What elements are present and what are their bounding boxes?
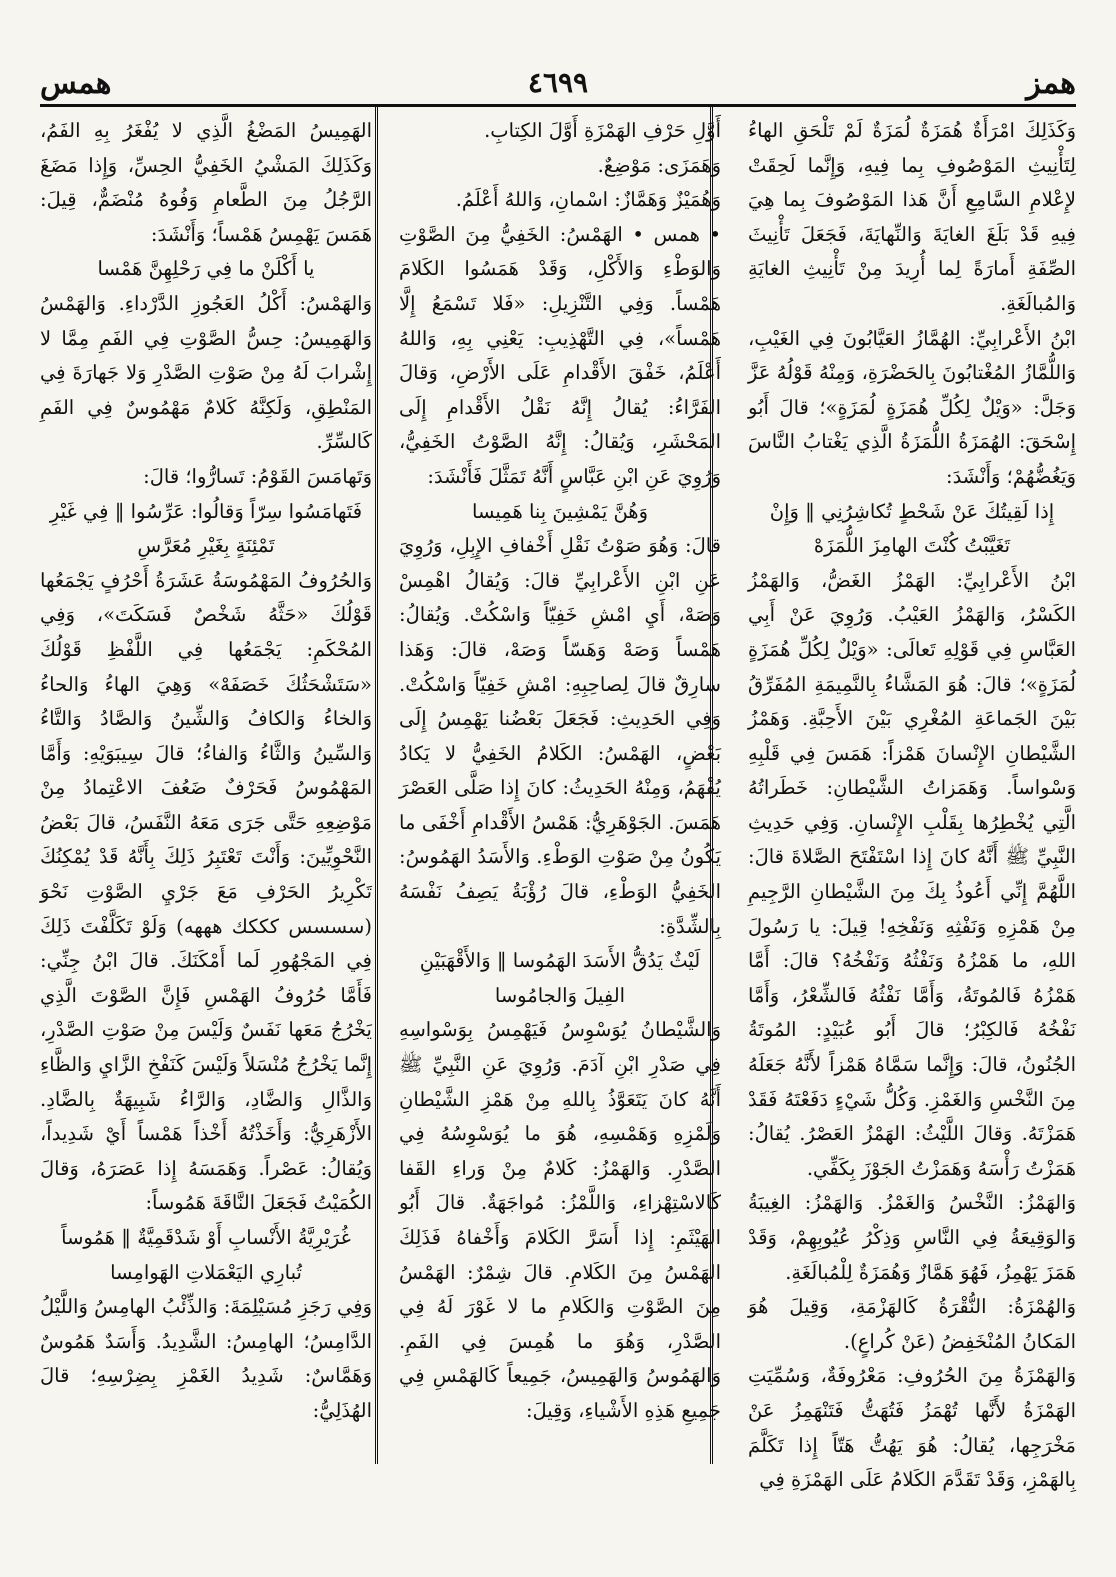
page-number: ٤٦٩٩ [527, 66, 589, 99]
page-header [40, 58, 1076, 108]
header-next-root-word: همس [40, 66, 112, 101]
verse: إِذا لَقِيتُكَ عَنْ شَحْطٍ تُكاشِرُنِي ‖ وَإِنْ تَغَيَّبْتُ كُنْتَ الهامِزَ اللُّمَزَهْ [769, 499, 1055, 558]
paragraph: وَهُمَيْزٌ وَهَمَّازٌ: اسْمانِ، وَاللهُ أَعْلَمُ. [455, 188, 721, 212]
paragraph: وَفِي رَجَزِ مُسَيْلِمَةَ: وَالذِّئْبُ الهامِسُ وَاللَّيْلُ الدَّامِسُ؛ الهامِسُ: الشَّدِيدُ. وَأَسَدٌ هَمُوسٌ وَهَمَّاسٌ: شَدِيدُ الغَمْزِ بِضِرْسِهِ؛ قالَ الهُذَلِيُّ: [40, 1295, 372, 1422]
paragraph: وَالشَّيْطانُ يُوَسْوِسُ فَيَهْمِسُ بِوَسْواسِهِ فِي صَدْرِ ابْنِ آدَمَ. وَرُوِيَ عَنِ النَّبِيِّ ﷺ أَنَّهُ كانَ يَتَعَوَّذُ بِاللهِ مِنْ هَمْزِ الشَّيْطانِ وَلَمْزِهِ وَهَمْسِهِ، هُوَ ما يُوَسْوِسُهُ فِي الصَّدْرِ. وَالهَمْزُ: كَلامٌ مِنْ وَراءِ القَفا كَالاسْتِهْزاءِ، وَاللَّمْزُ: مُواجَهَةٌ. قالَ أَبُو الهَيْثَمِ: إِذا أَسَرَّ الكَلامَ وَأَخْفاهُ فَذَلِكَ الهَمْسُ مِنَ الكَلامِ. قالَ شِمْرٌ: الهَمْسُ مِنَ الصَّوْتِ وَالكَلامِ ما لا غَوْرَ لَهُ فِي الصَّدْرِ، وَهُوَ ما هُمِسَ فِي الفَمِ. وَالهَمُوسُ وَالهَمِيسُ، جَمِيعاً كَالهَمْسِ فِي جَمِيعِ هَذِهِ الأَشْياءِ، وَقِيلَ: [399, 1018, 721, 1422]
paragraph: وَتَهامَسَ القَوْمُ: تَسارُّوا؛ قالَ: [143, 464, 372, 488]
paragraph: وَالهُمْزَةُ: النُّقْرَةُ كَالهَزْمَةِ، وَقِيلَ هُوَ المَكانُ المُنْخَفِضُ (عَنْ كُراعٍ). [748, 1295, 1076, 1353]
paragraph: ابْنُ الأَعْرابِيِّ: الهُمَّازُ العَيَّابُونَ فِي الغَيْبِ، وَاللُّمَّازُ المُغْتابُونَ بِالحَضْرَةِ، وَمِنْهُ قَوْلُهُ عَزَّ وَجَلَّ: «وَيْلٌ لِكُلِّ هُمَزَةٍ لُمَزَةٍ»؛ قالَ أَبُو إِسْحَقَ: الهُمَزَةُ اللُّمَزَةُ الَّذِي يَغْتابُ النَّاسَ وَيَغُضُّهُمْ؛ وَأَنْشَدَ: [748, 326, 1076, 488]
header-rule [40, 104, 1076, 107]
paragraph: وَالهَمْزَةُ مِنَ الحُرُوفِ: مَعْرُوفَةٌ، وَسُمِّيَتِ الهَمْزَةُ لأَنَّها تُهْمَزُ فَتُهَتُّ فَتَنْهَمِزُ عَنْ مَخْرَجِها، يُقالُ: هُوَ يَهُتُّ هَتّاً إِذا تَكَلَّمَ بِالهَمْزِ، وَقَدْ تَقَدَّمَ الكَلامُ عَلَى الهَمْزَةِ فِي [748, 1364, 1076, 1492]
paragraph: أَوَّلِ حَرْفِ الهَمْزَةِ أَوَّلَ الكِتابِ. [484, 119, 721, 142]
paragraph: وَالحُرُوفُ المَهْمُوسَةُ عَشَرَةُ أَحْرُفٍ يَجْمَعُها قَوْلُكَ «حَثَّهُ شَخْصٌ فَسَكَتَ»، وَفِي المُحْكَمِ: يَجْمَعُها فِي اللَّفْظِ قَوْلُكَ «سَتَشْحَثُكَ خَصَفَهْ» وَهِيَ الهاءُ وَالحاءُ وَالخاءُ وَالكافُ وَالشِّينُ وَالصَّادُ وَالتَّاءُ وَالسِّينُ وَالثَّاءُ وَالفاءُ؛ قالَ سِيبَوَيْهِ: وَأَمَّا المَهْمُوسُ فَحَرْفٌ ضَعُفَ الاعْتِمادُ مِنْ مَوْضِعِهِ حَتَّى جَرَى مَعَهُ النَّفَسُ، قالَ بَعْضُ النَّحْوِيِّينَ: وَأَنْتَ تَعْتَبِرُ ذَلِكَ بِأَنَّهُ قَدْ يُمْكِنُكَ تَكْرِيرُ الحَرْفِ مَعَ جَرْيِ الصَّوْتِ نَحْوَ (سسسس كككك هههه) وَلَوْ تَكَلَّفْتَ ذَلِكَ فِي المَجْهُورِ لَما أَمْكَنَكَ. قالَ ابْنُ جِنِّي: فَأَمَّا حُرُوفُ الهَمْسِ فَإِنَّ الصَّوْتَ الَّذِي يَخْرُجُ مَعَها نَفَسٌ وَلَيْسَ مِنْ صَوْتِ الصَّدْرِ، إِنَّما يَخْرُجُ مُنْسَلاً وَلَيْسَ كَنَفْخِ الزَّايِ وَالظَّاءِ وَالذَّالِ وَالضَّادِ، وَالرَّاءُ شَبِيهَةٌ بِالضَّادِ. الأَزْهَرِيُّ: وَأَخَذْتُهُ أَخْذاً هَمْساً أَيْ شَدِيداً، وَيُقالُ: عَصْراً. وَهَمَسَهُ إِذا عَصَرَهُ، وَقالَ الكُمَيْتُ فَجَعَلَ النَّاقَةَ هَمُوساً: [40, 568, 372, 1215]
column-divider [375, 104, 378, 1464]
header-root-word: همز [1026, 66, 1076, 101]
paragraph: ابْنُ الأَعْرابِيِّ: الهَمْزُ الغَضُّ، وَالهَمْزُ الكَسْرُ، وَالهَمْزُ العَيْبُ. وَرُوِيَ عَنْ أَبِي العَبَّاسِ فِي قَوْلِهِ تَعالَى: «وَيْلٌ لِكُلِّ هُمَزَةٍ لُمَزَةٍ»؛ قالَ: هُوَ المَشَّاءُ بِالنَّمِيمَةِ المُفَرِّقُ بَيْنَ الجَماعَةِ المُغْرِي بَيْنَ الأَحِبَّةِ. وَهَمْزُ الشَّيْطانِ الإِنْسانَ هَمْزاً: هَمَسَ فِي قَلْبِهِ وَسْواساً. وَهَمَزاتُ الشَّيْطانِ: خَطَراتُهُ الَّتِي يُخْطِرُها بِقَلْبِ الإِنْسانِ. وَفِي حَدِيثِ النَّبِيِّ ﷺ أَنَّهُ كانَ إِذا اسْتَفْتَحَ الصَّلاةَ قالَ: اللَّهُمَّ إِنِّي أَعُوذُ بِكَ مِنَ الشَّيْطانِ الرَّجِيمِ مِنْ هَمْزِهِ وَنَفْثِهِ وَنَفْخِهِ! قِيلَ: يا رَسُولَ اللهِ، ما هَمْزُهُ وَنَفْثُهُ وَنَفْخُهُ؟ قالَ: أَمَّا هَمْزُهُ فَالمُوتَةُ، وَأَمَّا نَفْثُهُ فَالشِّعْرُ، وَأَمَّا نَفْخُهُ فَالكِبْرُ؛ قالَ أَبُو عُبَيْدٍ: المُوتَةُ الجُنُونُ، قالَ: وَإِنَّما سَمَّاهُ هَمْزاً لأَنَّهُ جَعَلَهُ مِنَ النَّخْسِ وَالغَمْزِ. وَكُلُّ شَيْءٍ دَفَعْتَهُ فَقَدْ هَمَزْتَهُ. وَقالَ اللَّيْثُ: الهَمْزُ العَصْرُ. يُقالُ: هَمَزْتُ رَأْسَهُ وَهَمَزْتُ الجَوْزَ بِكَفِّي. [748, 568, 1076, 1180]
entry-hams: • همس • الهَمْسُ: الخَفِيُّ مِنَ الصَّوْتِ وَالوَطْءِ وَالأَكْلِ، وَقَدْ هَمَسُوا الكَلامَ هَمْساً. وَفِي التَّنْزِيلِ: «فَلا تَسْمَعُ إِلَّا هَمْساً»، فِي التَّهْذِيبِ: يَعْنِي بِهِ، وَاللهُ أَعْلَمُ، خَفْقَ الأَقْدامِ عَلَى الأَرْضِ، وَقالَ الفَرَّاءُ: يُقالُ إِنَّهُ نَقْلُ الأَقْدامِ إِلَى المَحْشَرِ، وَيُقالُ: إِنَّهُ الصَّوْتُ الخَفِيُّ، وَرُوِيَ عَنِ ابْنِ عَبَّاسٍ أَنَّهُ تَمَثَّلَ فَأَنْشَدَ: [399, 222, 721, 488]
paragraph: وَالهَمْسُ: أَكْلُ العَجُوزِ الدَّرْداءِ. وَالهَمْسُ وَالهَمِيسُ: حِسُّ الصَّوْتِ فِي الفَمِ مِمَّا لا إِشْرابَ لَهُ مِنْ صَوْتِ الصَّدْرِ وَلا جَهارَةَ فِي المَنْطِقِ، وَلَكِنَّهُ كَلامٌ مَهْمُوسٌ فِي الفَمِ كَالسِّرِّ. [40, 291, 372, 454]
verse: غُرَيْرِيَّةُ الأَنْسابِ أَوْ شَدْقَمِيَّةٌ ‖ هَمُوساً تُبارِي اليَعْمَلاتِ الهَوامِسا [61, 1226, 351, 1284]
column-middle [399, 114, 721, 1464]
paragraph: وَكَذَلِكَ امْرَأَةٌ هُمَزَةٌ لُمَزَةٌ لَمْ تَلْحَقِ الهاءُ لِتَأْنِيثِ المَوْصُوفِ بِما فِيهِ، وَإِنَّما لَحِقَتْ لإِعْلامِ السَّامِعِ أَنَّ هَذا المَوْصُوفَ بِما هِيَ فِيهِ قَدْ بَلَغَ الغايَةَ وَالنِّهايَةَ، فَجَعَلَ تَأْنِيثَ الصِّفَةِ أَمارَةً لِما أُرِيدَ مِنْ تَأْنِيثِ الغايَةِ وَالمُبالَغَةِ. [748, 119, 1076, 315]
verse: وَهُنَّ يَمْشِينَ بِنا هَمِيسا [472, 499, 648, 523]
column-left [40, 114, 372, 1464]
paragraph: قالَ: وَهُوَ صَوْتُ نَقْلِ أَخْفافِ الإِبِلِ، وَرُوِيَ عَنِ ابْنِ الأَعْرابِيِّ قالَ: وَيُقالُ اهْمِسْ وَصَهْ، أَيِ امْشِ خَفِيّاً وَاسْكُتْ. وَيُقالُ: هَمْساً وَصَهْ وَهَسّاً وَصَهْ، قالَ: وَهَذا سارِقٌ قالَ لِصاحِبِهِ: امْشِ خَفِيّاً وَاسْكُتْ. وَفِي الحَدِيثِ: فَجَعَلَ بَعْضُنا يَهْمِسُ إِلَى بَعْضٍ، الهَمْسُ: الكَلامُ الخَفِيُّ لا يَكادُ يُفْهَمُ، وَمِنْهُ الحَدِيثُ: كانَ إِذا صَلَّى العَصْرَ هَمَسَ. الجَوْهَرِيُّ: هَمْسُ الأَقْدامِ أَخْفَى ما يَكُونُ مِنْ صَوْتِ الوَطْءِ. وَالأَسَدُ الهَمُوسُ: الخَفِيُّ الوَطْءِ، قالَ رُؤْبَةُ يَصِفُ نَفْسَهُ بِالشِّدَّةِ: [399, 534, 721, 938]
verse: يا أَكْلَنْ ما فِي رَحْلِهِنَّ هَمْسا [97, 257, 315, 281]
paragraph: وَالهَمْزُ: النَّخْسُ وَالغَمْزُ. وَالهَمْزُ: الغِيبَةُ وَالوَقِيعَةُ فِي النَّاسِ وَذِكْرُ عُيُوبِهِمْ، وَقَدْ هَمَزَ يَهْمِزُ، فَهُوَ هَمَّازٌ وَهُمَزَةٌ لِلْمُبالَغَةِ. [748, 1191, 1076, 1284]
verse: فَتَهامَسُوا سِرّاً وَقالُوا: عَرِّسُوا ‖ فِي غَيْرِ تَمْئِنَةٍ بِغَيْرِ مُعَرَّسِ [49, 499, 363, 558]
column-right [748, 114, 1076, 1492]
verse: لَيْثٌ يَدُقُّ الأَسَدَ الهَمُوسا ‖ وَالأَقْهَبَيْنِ الفِيلَ وَالجامُوسا [419, 949, 701, 1007]
paragraph: الهَمِيسُ المَضْغُ الَّذِي لا يُفْغَرُ بِهِ الفَمُ، وَكَذَلِكَ المَشْيُ الخَفِيُّ الحِسِّ، وَإِذا مَضَغَ الرَّجُلُ مِنَ الطَّعامِ وَفُوهُ مُنْضَمٌّ، قِيلَ: هَمَسَ يَهْمِسُ هَمْساً؛ وَأَنْشَدَ: [40, 119, 372, 246]
paragraph: وَهَمَزَى: مَوْضِعٌ. [597, 153, 721, 177]
